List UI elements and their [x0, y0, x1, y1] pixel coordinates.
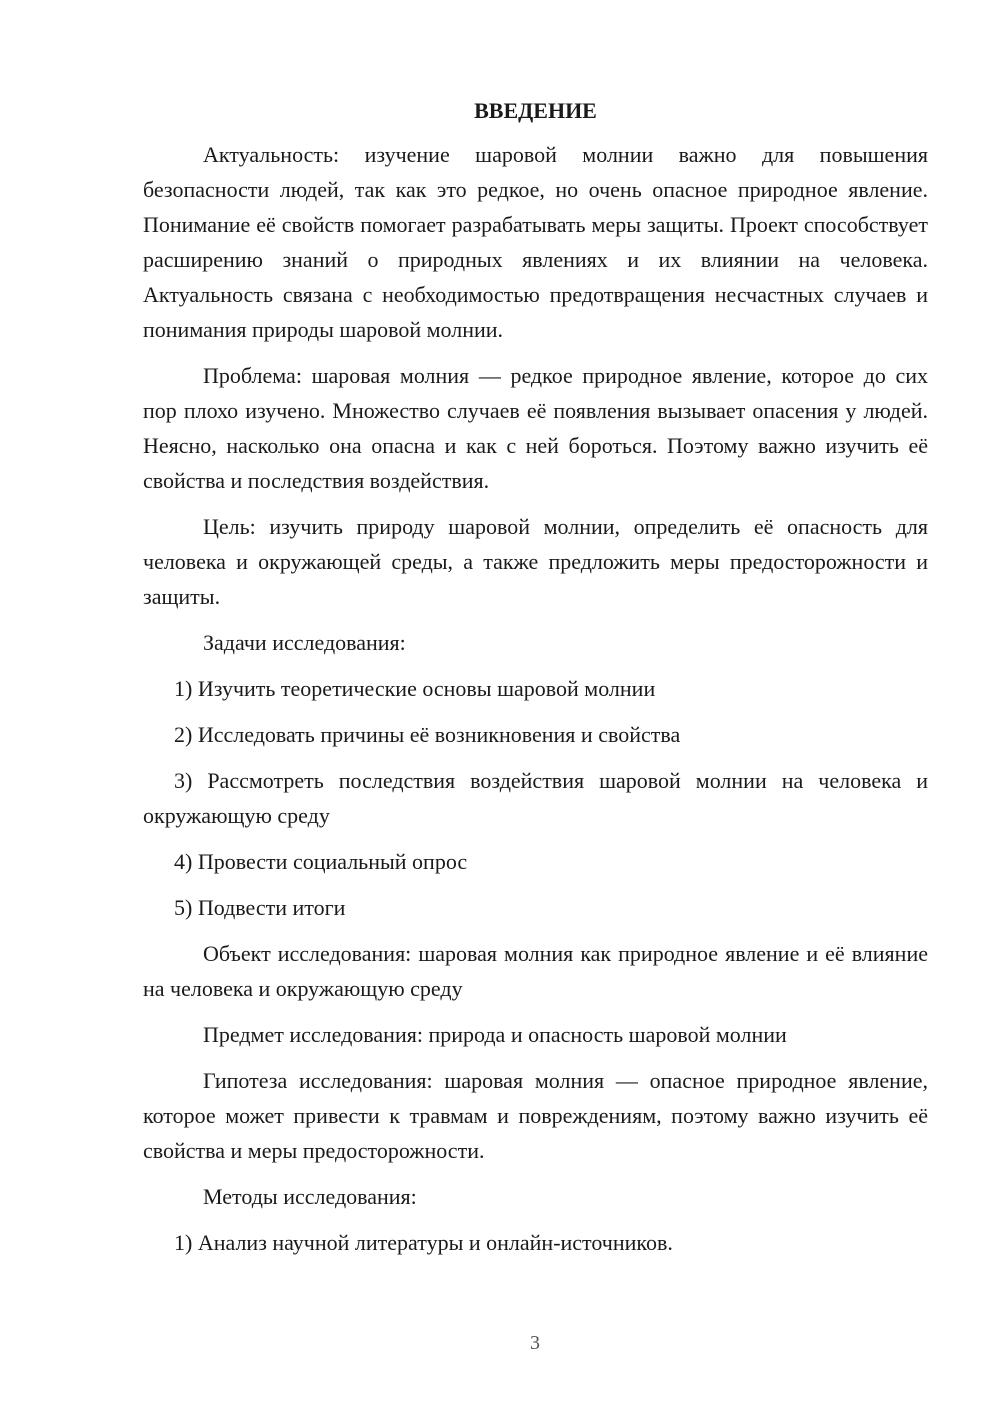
section-title: ВВЕДЕНИЕ — [474, 98, 597, 123]
hypothesis-paragraph: Гипотеза исследования: шаровая молния — опасное природное явление, которое может привести к травмам и повреждениям, поэтому важно изучить её свойства и меры предосторожности. — [143, 1068, 928, 1163]
task-item: 3) Рассмотреть последствия воздействия шаровой молнии на человека и окружающую среду — [143, 768, 928, 828]
subject-paragraph: Предмет исследования: природа и опасность шаровой молнии — [203, 1022, 787, 1047]
tasks-heading: Задачи исследования: — [203, 630, 406, 655]
relevance-paragraph: Актуальность: изучение шаровой молнии важно для повышения безопасности людей, так как это редкое, но очень опасное природное явление. Понимание её свойств помогает разрабатывать меры защиты. Проект способствует расширению знаний о природных явлениях и их влиянии на человека. Актуальность связана с необходимостью предотвращения несчастных случаев и понимания природы шаровой молнии. — [143, 142, 928, 342]
method-item: 1) Анализ научной литературы и онлайн-источников. — [174, 1230, 673, 1255]
task-item: 2) Исследовать причины её возникновения и свойства — [174, 722, 681, 747]
object-paragraph: Объект исследования: шаровая молния как природное явление и её влияние на человека и окружающую среду — [143, 941, 928, 1001]
task-item: 4) Провести социальный опрос — [174, 849, 468, 874]
document-page — [143, 96, 928, 1271]
methods-heading: Методы исследования: — [203, 1184, 417, 1209]
goal-paragraph: Цель: изучить природу шаровой молнии, определить её опасность для человека и окружающей среды, а также предложить меры предосторожности и защиты. — [143, 514, 928, 609]
task-item: 1) Изучить теоретические основы шаровой молнии — [174, 676, 656, 701]
task-item: 5) Подвести итоги — [174, 895, 346, 920]
page-number: 3 — [530, 1332, 540, 1354]
problem-paragraph: Проблема: шаровая молния — редкое природное явление, которое до сих пор плохо изучено. Множество случаев её появления вызывает опасения у людей. Неясно, насколько она опасна и как с ней бороться. Поэтому важно изучить её свойства и последствия воздействия. — [143, 363, 928, 493]
